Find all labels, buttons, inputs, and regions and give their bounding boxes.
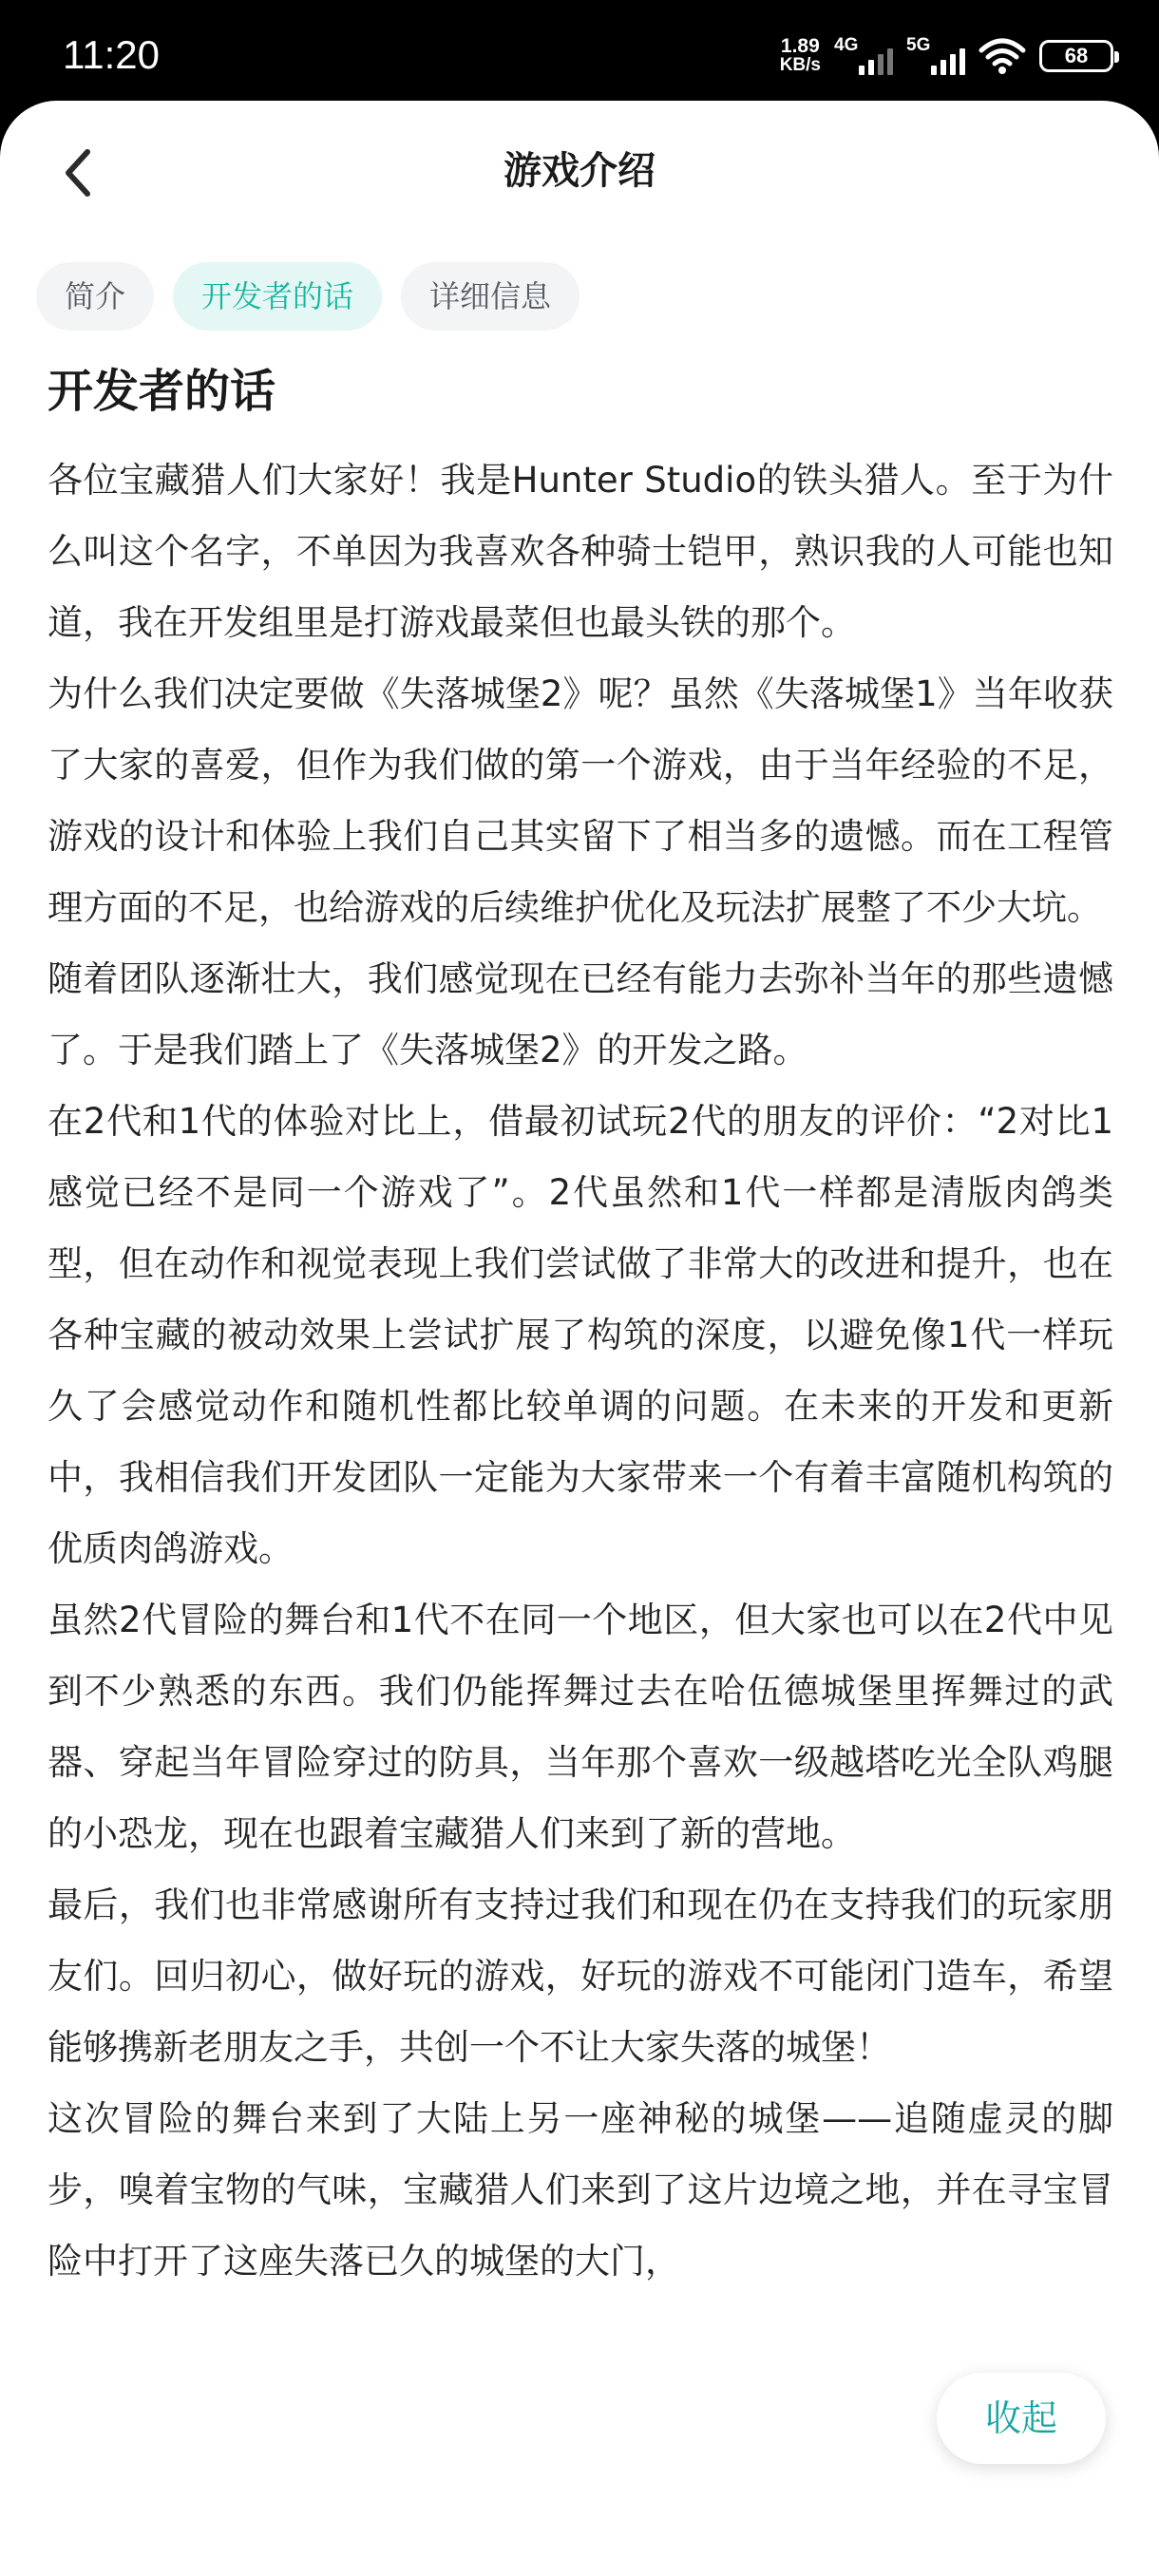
- game-intro-sheet: [0, 101, 1159, 2576]
- tab-details[interactable]: 详细信息: [401, 262, 580, 331]
- paragraph: 虽然2代冒险的舞台和1代不在同一个地区，但大家也可以在2代中见到不少熟悉的东西。我们仍能挥舞过去在哈伍德城堡里挥舞过的武器、穿起当年冒险穿过的防具，当年那个喜欢一级越塔吃光全队鸡腿的小恐龙，现在也跟着宝藏猎人们来到了新的营地。: [48, 1600, 1113, 1854]
- paragraph: 这次冒险的舞台来到了大陆上另一座神秘的城堡——追随虚灵的脚步，嗅着宝物的气味，宝藏猎人们来到了这片边境之地，并在寻宝冒险中打开了这座失落已久的城堡的大门，: [48, 2098, 1113, 2282]
- paragraph: 随着团队逐渐壮大，我们感觉现在已经有能力去弥补当年的那些遗憾了。于是我们踏上了《失落城堡2》的开发之路。: [48, 958, 1113, 1070]
- developer-words-content: [48, 357, 1113, 2297]
- net-speed-value: 1.89: [780, 35, 820, 57]
- signal-label-4g: 4G: [834, 35, 859, 55]
- net-speed-unit: KB/s: [779, 55, 821, 75]
- paragraph: 为什么我们决定要做《失落城堡2》呢？虽然《失落城堡1》当年收获了大家的喜爱，但作为我们做的第一个游戏，由于当年经验的不足，游戏的设计和体验上我们自己其实留下了相当多的遗憾。而在工程管理方面的不足，也给游戏的后续维护优化及玩法扩展整了不少大坑。: [48, 673, 1113, 928]
- section-title: 开发者的话: [48, 365, 276, 418]
- page-title: 游戏介绍: [504, 149, 656, 193]
- status-time: 11:20: [63, 32, 160, 77]
- status-icons: [780, 30, 1113, 82]
- tab-intro[interactable]: 简介: [36, 262, 154, 331]
- signal-icon: [906, 37, 965, 75]
- paragraph: 最后，我们也非常感谢所有支持过我们和现在仍在支持我们的玩家朋友们。回归初心，做好玩的游戏，好玩的游戏不可能闭门造车，希望能够携新老朋友之手，共创一个不让大家失落的城堡！: [48, 1885, 1113, 2068]
- tab-developer-words[interactable]: 开发者的话: [173, 262, 382, 331]
- net-speed: [780, 37, 821, 75]
- paragraph: 各位宝藏猎人们大家好！我是Hunter Studio的铁头猎人。至于为什么叫这个名字，不单因为我喜欢各种骑士铠甲，熟识我的人可能也知道，我在开发组里是打游戏最菜但也最头铁的那个。: [48, 460, 1113, 643]
- wifi-icon: [978, 37, 1026, 75]
- collapse-button[interactable]: 收起: [937, 2373, 1106, 2464]
- signal-label-5g: 5G: [906, 35, 931, 55]
- paragraph: 在2代和1代的体验对比上，借最初试玩2代的朋友的评价：“2对比1感觉已经不是同一个游戏了”。2代虽然和1代一样都是清版肉鸽类型，但在动作和视觉表现上我们尝试做了非常大的改进和提升，也在各种宝藏的被动效果上尝试扩展了构筑的深度，以避免像1代一样玩久了会感觉动作和随机性都比较单调的问题。在未来的开发和更新中，我相信我们开发团队一定能为大家带来一个有着丰富随机构筑的优质肉鸽游戏。: [48, 1101, 1113, 1569]
- status-bar: [0, 0, 1159, 101]
- battery-level: 68: [1064, 44, 1089, 67]
- signal-icon: [834, 37, 893, 75]
- tab-bar: [36, 262, 580, 331]
- battery-icon: [1039, 40, 1113, 72]
